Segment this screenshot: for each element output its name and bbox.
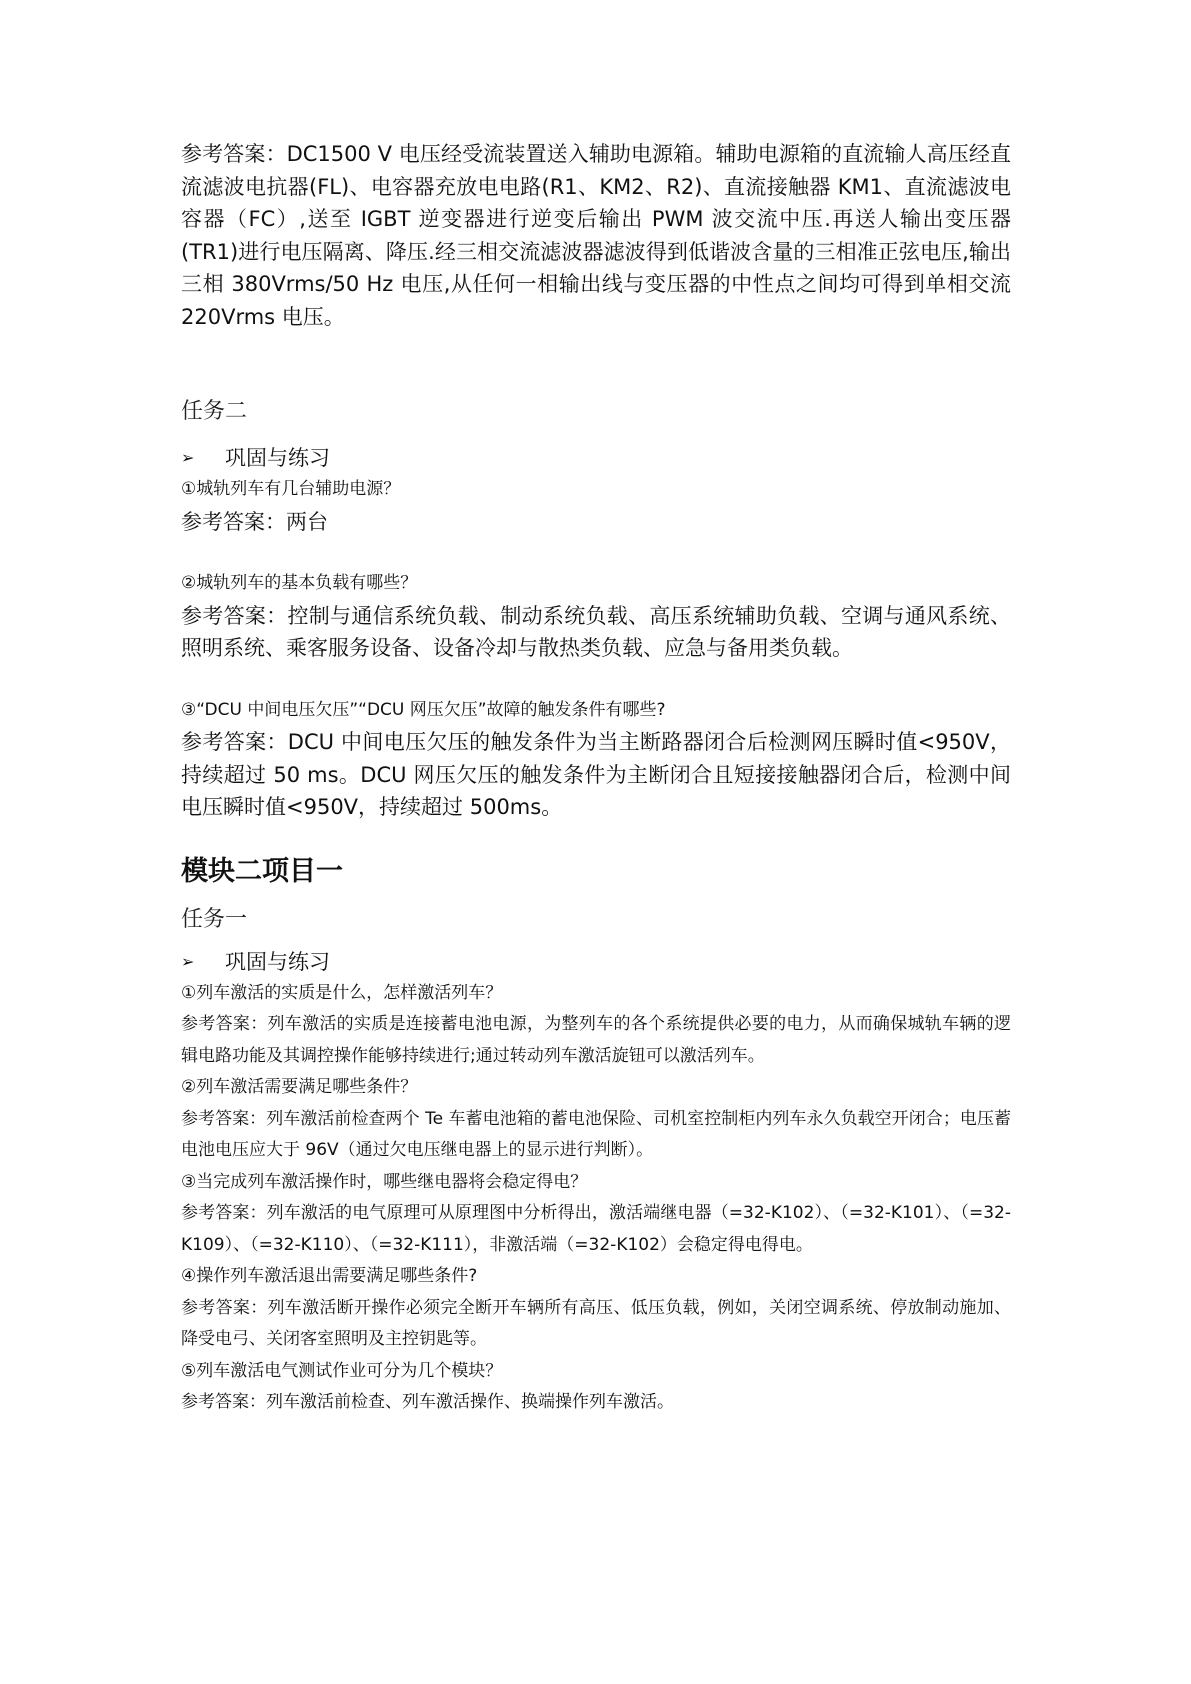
practice-heading [181, 442, 1011, 474]
answer: 参考答案：列车激活断开操作必须完全断开车辆所有高压、低压负载，例如，关闭空调系统、停放制动施加、降受电弓、关闭客室照明及主控钥匙等。 [181, 1297, 1011, 1349]
question: ②城轨列车的基本负载有哪些？ [181, 573, 418, 593]
question: ⑤列车激活电气测试作业可分为几个模块？ [181, 1360, 503, 1381]
practice-label: 巩固与练习 [225, 446, 330, 470]
answer: 参考答案：控制与通信系统负载、制动系统负载、高压系统辅助负载、空调与通风系统、照明系统、乘客服务设备、设备冷却与散热类负载、应急与备用类负载。 [181, 603, 1011, 660]
answer: 参考答案：列车激活前检查两个 Te 车蓄电池箱的蓄电池保险、司机室控制柜内列车永久负载空开闭合；电压蓄电池电压应大于 96V（通过欠电压继电器上的显示进行判断）。 [181, 1108, 1011, 1160]
answer: 参考答案：列车激活前检查、列车激活操作、换端操作列车激活。 [181, 1392, 674, 1412]
question: ③当完成列车激活操作时，哪些继电器将会稳定得电？ [181, 1171, 588, 1192]
task-two-heading: 任务二 [181, 399, 248, 424]
task-one-heading: 任务一 [181, 906, 248, 932]
question: ④操作列车激活退出需要满足哪些条件? [181, 1266, 478, 1286]
document-page [181, 138, 1011, 1419]
practice-heading [181, 946, 1011, 978]
module-heading: 模块二项目一 [181, 855, 343, 887]
practice-label: 巩固与练习 [225, 949, 330, 974]
answer: 参考答案：DCU 中间电压欠压的触发条件为当主断路器闭合后检测网压瞬时值<950V，持续超过 50 ms。DCU 网压欠压的触发条件为主断闭合且短接接触器闭合后，检测中间电压瞬时值<950V，持续超过 500ms。 [181, 730, 1011, 819]
arrow-bullet-icon: ➢ [181, 951, 195, 971]
answer: 参考答案：列车激活的电气原理可从原理图中分析得出，激活端继电器（=32-K102）、（=32-K101）、（=32-K109）、（=32-K110）、（=32-K111），非激活端（=32-K102）会稳定得电得电。 [181, 1203, 1011, 1255]
question: ②列车激活需要满足哪些条件？ [181, 1077, 418, 1097]
answer: 参考答案：列车激活的实质是连接蓄电池电源，为整列车的各个系统提供必要的电力，从而确保城轨车辆的逻辑电路功能及其调控操作能够持续进行;通过转动列车激活旋钮可以激活列车。 [181, 1014, 1011, 1066]
answer: 参考答案：两台 [181, 509, 328, 534]
question: ③“DCU 中间电压欠压”“DCU 网压欠压”故障的触发条件有哪些? [181, 699, 666, 720]
question: ①城轨列车有几台辅助电源？ [181, 479, 401, 499]
arrow-bullet-icon: ➢ [181, 448, 195, 467]
auxiliary-power-answer: 参考答案：DC1500 V 电压经受流装置送入辅助电源箱。辅助电源箱的直流输人高压经直流滤波电抗器(FL)、电容器充放电电路(R1、KM2、R2)、直流接触器 KM1、直流滤波电容器（FC）,送至 IGBT 逆变器进行逆变后输出 PWM 波交流中压.再送人输出变压器(TR1)进行电压隔离、降压.经三相交流滤波器滤波得到低谐波含量的三相准正弦电压,输出三相 380Vrms/50 Hz 电压,从任何一相输出线与变压器的中性点之间均可得到单相交流 220Vrms 电压。 [181, 142, 1011, 329]
question: ①列车激活的实质是什么，怎样激活列车？ [181, 982, 503, 1003]
